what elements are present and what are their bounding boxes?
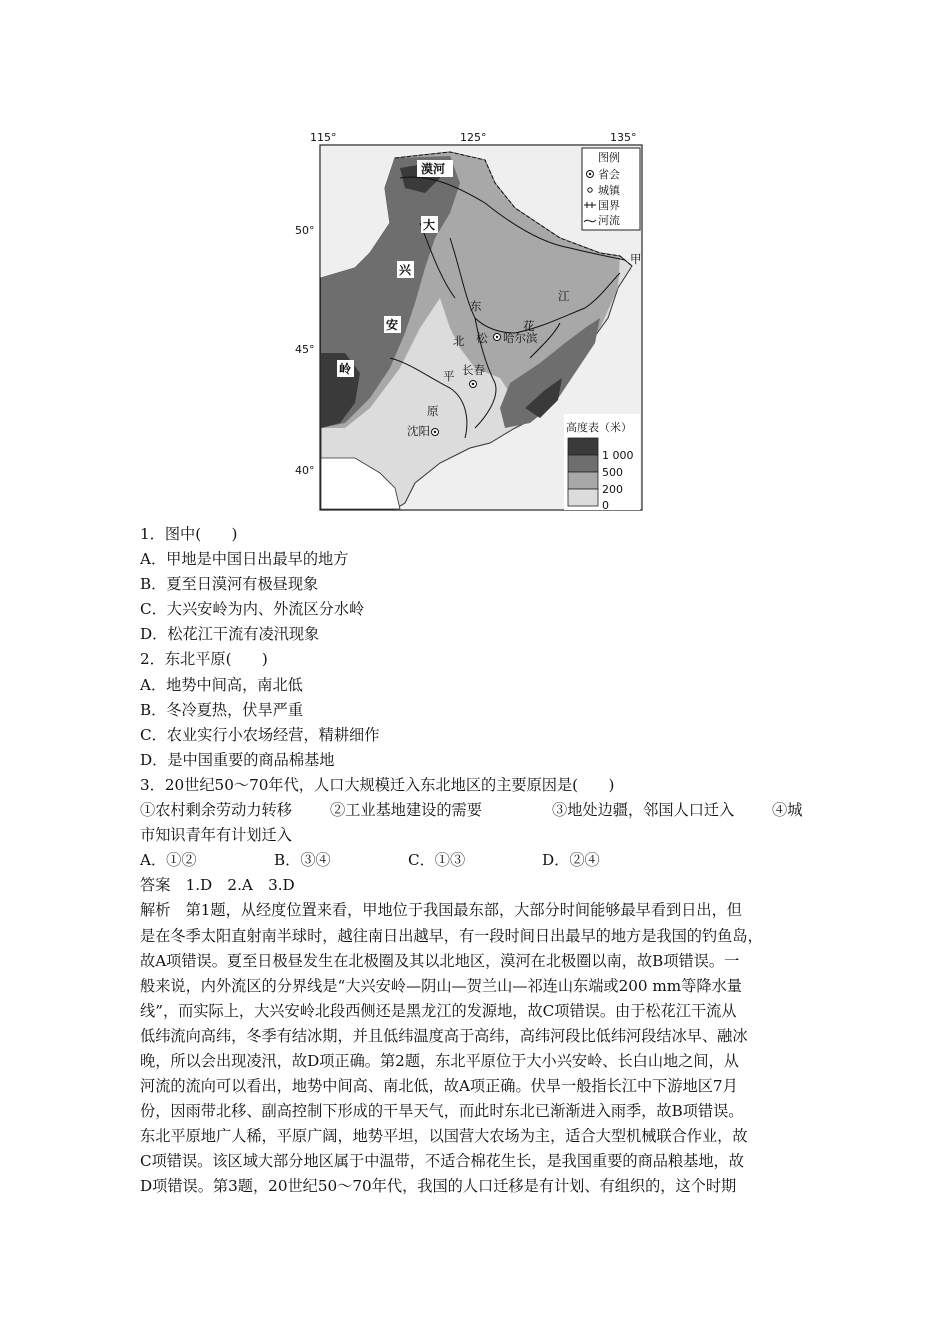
analysis-paragraph [140,898,820,1199]
elevation-level-200: 200 [602,483,623,496]
analysis-line: D项错误。第3题，20世纪50～70年代，我国的人口迁移是有计划、有组织的，这个时期 [140,1177,737,1196]
question-2-option-d: D．是中国重要的商品棉基地 [140,750,335,769]
question-3-option-b: B．③④ [274,851,331,870]
label-changchun: 长春 [462,363,485,377]
label-mohe: 漠河 [421,162,446,176]
lat-label-45: 45° [295,343,315,356]
elevation-level-1000: 1 000 [602,449,634,462]
legend-item-border: 国界 [598,199,620,212]
legend-title: 图例 [598,151,620,164]
question-3-item-3: ③地处边疆，邻国人口迁入 [552,801,735,820]
label-songhua-3: 江 [558,289,570,303]
analysis-line: 河流的流向可以看出，地势中间高、南北低，故A项正确。伏旱一般指长江中下游地区7月 [140,1077,738,1096]
lon-label-115: 115° [310,131,337,144]
lon-label-125: 125° [460,131,487,144]
analysis-line: 份，因雨带北移、副高控制下形成的干旱天气，而此时东北已渐渐进入雨季，故B项错误。 [140,1102,744,1121]
lat-label-40: 40° [295,464,315,477]
question-1-stem: 1．图中( ) [140,525,238,543]
lat-label-50: 50° [295,224,315,237]
answer-line: 答案 1.D 2.A 3.D [140,876,295,895]
northeast-china-map [295,128,650,516]
question-2-option-c: C．农业实行小农场经营，精耕细作 [140,725,380,744]
question-3-item-2: ②工业基地建设的需要 [330,801,482,820]
label-dongbei-1: 东 [470,299,482,313]
analysis-line: 线”，而实际上，大兴安岭北段西侧还是黑龙江的发源地，故C项错误。由于松花江干流从 [140,1001,737,1020]
question-1-option-c: C．大兴安岭为内、外流区分水岭 [140,600,365,619]
lon-label-135: 135° [610,131,637,144]
label-dongbei-2: 北 [453,334,465,348]
analysis-line: 低纬流向高纬，冬季有结冰期，并且低纬温度高于高纬，高纬河段比低纬河段结冰早、融冰 [140,1026,748,1045]
analysis-line: 东北平原地广人稀，平原广阔，地势平坦，以国营大农场为主，适合大型机械联合作业，故 [140,1127,748,1146]
elevation-level-500: 500 [602,466,623,479]
question-2-stem: 2．东北平原( ) [140,650,268,669]
analysis-line: 解析 第1题，从经度位置来看，甲地位于我国最东部，大部分时间能够最早看到日出，但 [140,901,742,920]
question-3-item-4-start: ④城 [772,801,803,820]
legend-item-capital: 省会 [598,168,620,181]
analysis-line: C项错误。该区域大部分地区属于中温带，不适合棉花生长，是我国重要的商品粮基地，故 [140,1152,744,1171]
label-dxal-1: 大 [423,218,436,232]
label-songhua-2: 花 [523,319,535,333]
question-2-option-a: A．地势中间高，南北低 [140,675,303,694]
question-3-stem: 3．20世纪50～70年代，人口大规模迁入东北地区的主要原因是( ) [140,775,615,794]
label-jia: 甲 [630,252,642,266]
legend-item-river: 河流 [598,214,620,227]
question-1-option-b: B．夏至日漠河有极昼现象 [140,575,319,594]
label-dxal-3: 安 [386,318,399,332]
question-3-option-a: A．①② [140,851,197,870]
town-icon [588,188,592,192]
question-1-option-d: D．松花江干流有凌汛现象 [140,625,320,644]
exam-text [140,522,820,1200]
label-dxal-4: 岭 [339,362,352,376]
analysis-line: 是在冬季太阳直射南半球时，越往南日出越早，有一段时间日出最早的地方是我国的钓鱼岛， [140,926,763,945]
question-1-option-a: A．甲地是中国日出最早的地方 [140,550,349,569]
legend-item-town: 城镇 [598,184,620,197]
elevation-scale [568,438,598,506]
question-3-item-1: ①农村剩余劳动力转移 [140,801,292,820]
question-3-item-4-end: 市知识青年有计划迁入 [140,826,292,845]
elevation-title: 高度表（米） [566,421,632,434]
question-3-items-row [140,798,820,823]
analysis-line: 般来说，内外流区的分界线是“大兴安岭—阴山—贺兰山—祁连山东端或200 mm等降水量 [140,976,742,995]
question-3-option-c: C．①③ [408,851,466,870]
label-dxal-2: 兴 [399,263,412,277]
label-dongbei-3: 平 [443,369,455,383]
elevation-level-0: 0 [602,499,609,512]
label-shenyang: 沈阳 [407,424,430,438]
label-dongbei-4: 原 [427,404,439,418]
label-harbin: 哈尔滨 [503,331,538,345]
question-3-option-d: D．②④ [542,851,600,870]
analysis-line: 晚，所以会出现凌汛，故D项正确。第2题，东北平原位于大小兴安岭、长白山地之间，从 [140,1051,739,1070]
label-songhua-1: 松 [476,331,488,345]
analysis-line: 故A项错误。夏至日极昼发生在北极圈及其以北地区，漠河在北极圈以南，故B项错误。一 [140,951,740,970]
question-2-option-b: B．冬冷夏热，伏旱严重 [140,700,304,719]
question-3-options-row [140,848,820,873]
